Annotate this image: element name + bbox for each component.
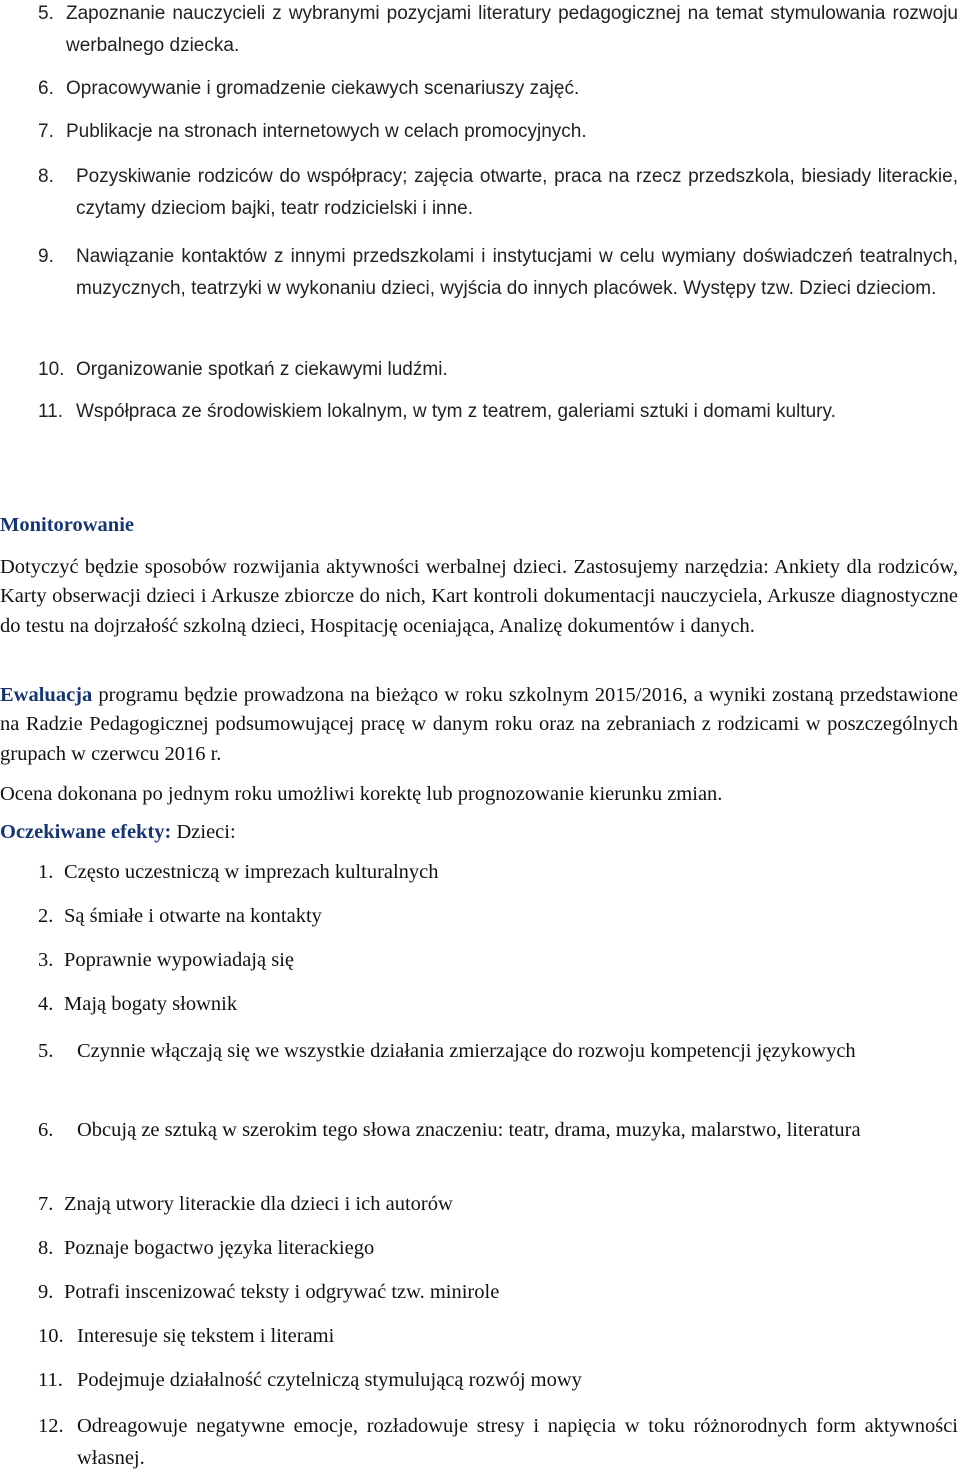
list-item bbox=[0, 1114, 958, 1146]
item-number: 8. bbox=[38, 166, 54, 187]
item-text: Współpraca ze środowiskiem lokalnym, w tym z teatrem, galeriami sztuki i domami kultury. bbox=[76, 401, 836, 422]
list-item bbox=[0, 354, 958, 386]
evaluation-text: programu będzie prowadzona na bieżąco w roku szkolnym 2015/2016, a wyniki zostaną przedstawione na Radzie Pedagogicznej podsumowującej pracę w danym roku oraz na zebraniach z rodzicami w poszczególnych grupach w czerwcu 2016 r. bbox=[0, 684, 958, 765]
list-item bbox=[0, 946, 958, 975]
list-item bbox=[0, 116, 958, 148]
item-number: 10. bbox=[38, 359, 65, 380]
effects-subheading: Dzieci: bbox=[171, 821, 236, 843]
list-item bbox=[0, 1190, 958, 1219]
item-number: 6. bbox=[38, 78, 54, 99]
list-item bbox=[0, 241, 958, 305]
item-text: Są śmiałe i otwarte na kontakty bbox=[64, 905, 322, 927]
item-text: Znają utwory literackie dla dzieci i ich autorów bbox=[64, 1193, 453, 1215]
item-number: 4. bbox=[38, 993, 54, 1015]
item-number: 5. bbox=[38, 3, 54, 24]
effects-heading: Oczekiwane efekty: bbox=[0, 821, 172, 843]
item-number: 2. bbox=[38, 905, 54, 927]
list-item bbox=[0, 1035, 958, 1067]
list-item bbox=[0, 1234, 958, 1263]
list-item bbox=[0, 858, 958, 887]
item-text: Potrafi inscenizować teksty i odgrywać tzw. minirole bbox=[64, 1281, 500, 1303]
list-item bbox=[0, 1366, 958, 1395]
item-text: Zapoznanie nauczycieli z wybranymi pozycjami literatury pedagogicznej na temat stymulowania rozwoju werbalnego dziecka. bbox=[66, 3, 958, 56]
item-text: Nawiązanie kontaktów z innymi przedszkolami i instytucjami w celu wymiany doświadczeń teatralnych, muzycznych, teatrzyki w wykonaniu dzieci, wyjścia do innych placówek. Występy tzw. Dzieci dzieciom. bbox=[76, 246, 958, 299]
list-item bbox=[0, 161, 958, 225]
monitoring-heading: Monitorowanie bbox=[0, 514, 135, 536]
item-text: Podejmuje działalność czytelniczą stymulującą rozwój mowy bbox=[77, 1369, 582, 1391]
item-text: Obcują ze sztuką w szerokim tego słowa znaczeniu: teatr, drama, muzyka, malarstwo, literatura bbox=[77, 1119, 861, 1141]
list-item bbox=[0, 73, 958, 105]
item-text: Odreagowuje negatywne emocje, rozładowuje stresy i napięcia w toku różnorodnych form aktywności własnej. bbox=[77, 1415, 958, 1469]
item-number: 9. bbox=[38, 246, 54, 267]
evaluation-paragraph bbox=[0, 681, 958, 769]
evaluation-label: Ewaluacja bbox=[0, 684, 93, 706]
item-number: 7. bbox=[38, 121, 54, 142]
item-number: 11. bbox=[38, 1369, 63, 1391]
item-text: Poprawnie wypowiadają się bbox=[64, 949, 294, 971]
item-text: Często uczestniczą w imprezach kulturalnych bbox=[64, 861, 439, 883]
item-number: 1. bbox=[38, 861, 54, 883]
item-text: Publikacje na stronach internetowych w celach promocyjnych. bbox=[66, 121, 587, 142]
list-item bbox=[0, 396, 958, 428]
list-item bbox=[0, 0, 958, 62]
item-number: 12. bbox=[38, 1415, 64, 1437]
list-item bbox=[0, 1278, 958, 1307]
item-number: 11. bbox=[38, 401, 64, 422]
item-number: 3. bbox=[38, 949, 54, 971]
list-item bbox=[0, 990, 958, 1019]
item-number: 6. bbox=[38, 1119, 54, 1141]
item-number: 7. bbox=[38, 1193, 54, 1215]
item-number: 10. bbox=[38, 1325, 64, 1347]
item-text: Interesuje się tekstem i literami bbox=[77, 1325, 335, 1347]
item-text: Czynnie włączają się we wszystkie działania zmierzające do rozwoju kompetencji językowych bbox=[77, 1040, 856, 1062]
assessment-paragraph: Ocena dokonana po jednym roku umożliwi korektę lub prognozowanie kierunku zmian. bbox=[0, 783, 723, 805]
monitoring-paragraph: Dotyczyć będzie sposobów rozwijania aktywności werbalnej dzieci. Zastosujemy narzędzia: Ankiety dla rodziców, Karty obserwacji dzieci i Arkusze zbiorcze do nich, Kart kontroli dokumentacji nauczyciela, Arkusze diagnostyczne do testu na dojrzałość szkolną dzieci, Hospitację oceniająca, Analizę dokumentów i danych. bbox=[0, 556, 958, 637]
list-item bbox=[0, 1410, 958, 1474]
item-text: Pozyskiwanie rodziców do współpracy; zajęcia otwarte, praca na rzecz przedszkola, biesiady literackie, czytamy dzieciom bajki, teatr rodzicielski i inne. bbox=[76, 166, 958, 219]
list-item bbox=[0, 1322, 958, 1351]
item-number: 9. bbox=[38, 1281, 54, 1303]
item-number: 5. bbox=[38, 1040, 54, 1062]
item-number: 8. bbox=[38, 1237, 54, 1259]
item-text: Mają bogaty słownik bbox=[64, 993, 238, 1015]
effects-heading-line bbox=[0, 818, 958, 847]
item-text: Opracowywanie i gromadzenie ciekawych scenariuszy zajęć. bbox=[66, 78, 580, 99]
item-text: Organizowanie spotkań z ciekawymi ludźmi. bbox=[76, 359, 448, 380]
list-item bbox=[0, 902, 958, 931]
item-text: Poznaje bogactwo języka literackiego bbox=[64, 1237, 375, 1259]
